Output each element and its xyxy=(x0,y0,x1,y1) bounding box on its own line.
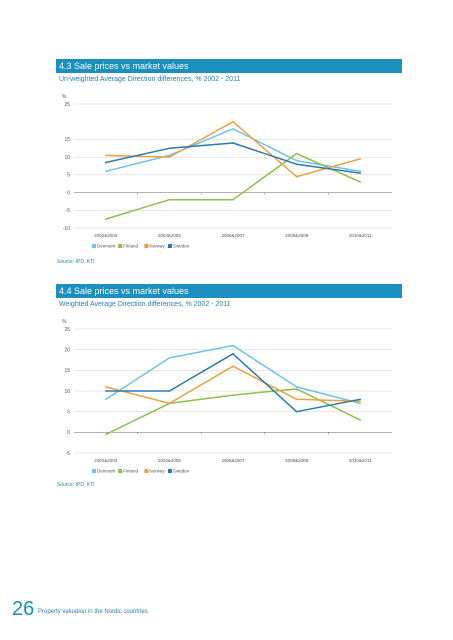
data-point-norway xyxy=(359,401,361,403)
data-point-norway xyxy=(232,121,234,123)
y-tick-label: -5 xyxy=(65,208,70,215)
legend-swatch-norway xyxy=(144,469,148,473)
data-point-finland xyxy=(105,434,107,436)
legend-label-denmark: Denmark xyxy=(97,468,116,474)
data-point-finland xyxy=(232,394,234,396)
legend-label-norway: Norway xyxy=(149,243,165,249)
y-tick-label: 10 xyxy=(64,154,70,161)
data-point-sweden xyxy=(169,147,171,149)
data-point-norway xyxy=(296,176,298,178)
data-point-finland xyxy=(359,419,361,421)
data-point-denmark xyxy=(232,128,234,130)
data-point-sweden xyxy=(296,163,298,165)
data-point-norway xyxy=(105,155,107,157)
legend-label-sweden: Sweden xyxy=(173,243,190,249)
data-point-sweden xyxy=(359,172,361,174)
y-tick-label: 20 xyxy=(64,347,70,354)
series-line-sweden xyxy=(106,143,360,173)
legend-label-finland: Finland xyxy=(123,243,138,249)
data-point-sweden xyxy=(105,390,107,392)
legend-swatch-denmark xyxy=(92,469,96,473)
data-point-norway xyxy=(169,156,171,158)
y-axis-label: % xyxy=(62,319,67,325)
y-tick-label: 15 xyxy=(64,137,70,144)
chart-subtitle: Un-weighted Average Direction differences, % 2002 - 2011 xyxy=(59,76,241,83)
x-tick-label: 2004&2005 xyxy=(157,458,181,463)
line-chart xyxy=(56,90,402,255)
section-title: 4.3 Sale prices vs market values xyxy=(59,61,189,71)
data-point-sweden xyxy=(105,162,107,164)
data-point-finland xyxy=(296,153,298,155)
data-point-denmark xyxy=(105,171,107,173)
data-point-sweden xyxy=(232,142,234,144)
footer-text: Property valuation in the Nordic countries xyxy=(38,609,148,615)
data-point-sweden xyxy=(169,390,171,392)
y-tick-label: 15 xyxy=(64,368,70,375)
data-point-denmark xyxy=(296,386,298,388)
legend-swatch-sweden xyxy=(168,469,172,473)
x-tick-label: 2008&2009 xyxy=(285,458,309,463)
data-point-denmark xyxy=(105,398,107,400)
data-point-norway xyxy=(359,158,361,160)
data-point-norway xyxy=(296,398,298,400)
y-tick-label: 5 xyxy=(67,409,70,416)
data-point-sweden xyxy=(359,398,361,400)
y-axis-label: % xyxy=(62,94,67,100)
x-tick-label: 2006&2007 xyxy=(221,233,245,238)
page-number: 26 xyxy=(12,598,35,620)
y-tick-label: 0 xyxy=(67,430,70,437)
y-tick-label: 5 xyxy=(67,172,70,179)
data-point-finland xyxy=(359,181,361,183)
y-tick-label: -10 xyxy=(62,225,70,232)
chart-source: Source: IPD, KTI xyxy=(57,259,95,265)
chart-subtitle: Weighted Average Direction differences, % 2002 - 2011 xyxy=(59,301,231,308)
x-tick-label: 2008&2009 xyxy=(285,233,309,238)
y-tick-label: -5 xyxy=(65,450,70,457)
x-tick-label: 2010&2011 xyxy=(348,458,372,463)
legend-swatch-norway xyxy=(144,244,148,248)
data-point-finland xyxy=(296,388,298,390)
legend-label-finland: Finland xyxy=(123,468,138,474)
data-point-finland xyxy=(232,199,234,201)
data-point-denmark xyxy=(169,357,171,359)
data-point-finland xyxy=(169,199,171,201)
x-tick-label: 2002&2003 xyxy=(94,458,118,463)
legend-swatch-sweden xyxy=(168,244,172,248)
data-point-sweden xyxy=(232,353,234,355)
data-point-norway xyxy=(105,386,107,388)
data-point-denmark xyxy=(232,345,234,347)
x-tick-label: 2010&2011 xyxy=(348,233,372,238)
y-tick-label: 25 xyxy=(64,101,70,108)
legend-label-norway: Norway xyxy=(149,468,165,474)
chart-source: Source: IPD, KTI xyxy=(57,482,95,488)
legend-label-denmark: Denmark xyxy=(97,243,116,249)
legend-swatch-finland xyxy=(118,469,122,473)
section-title: 4.4 Sale prices vs market values xyxy=(59,286,189,296)
data-point-denmark xyxy=(296,160,298,162)
x-tick-label: 2006&2007 xyxy=(221,458,245,463)
data-point-norway xyxy=(232,365,234,367)
legend-label-sweden: Sweden xyxy=(173,468,190,474)
data-point-denmark xyxy=(359,171,361,173)
series-line-sweden xyxy=(106,354,360,412)
data-point-denmark xyxy=(359,403,361,405)
data-point-norway xyxy=(169,403,171,405)
data-point-finland xyxy=(105,218,107,220)
line-chart xyxy=(56,315,402,480)
series-line-finland xyxy=(106,154,360,220)
y-tick-label: 25 xyxy=(64,326,70,333)
y-tick-label: 0 xyxy=(67,190,70,197)
x-tick-label: 2004&2005 xyxy=(157,233,181,238)
x-tick-label: 2002&2003 xyxy=(94,233,118,238)
legend-swatch-finland xyxy=(118,244,122,248)
y-tick-label: 10 xyxy=(64,388,70,395)
legend-swatch-denmark xyxy=(92,244,96,248)
data-point-sweden xyxy=(296,411,298,413)
series-line-norway xyxy=(106,366,360,403)
